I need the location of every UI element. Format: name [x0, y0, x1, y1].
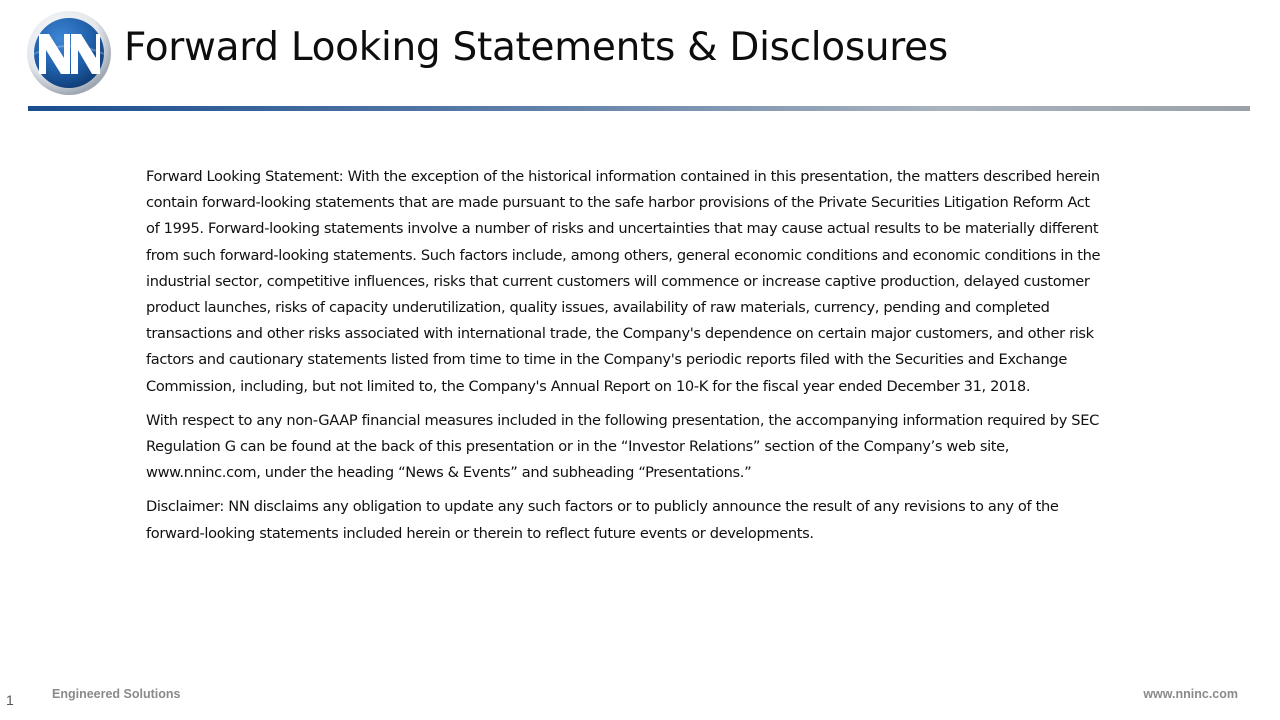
disclosure-body: [146, 164, 1106, 555]
page-number: 1: [6, 692, 14, 708]
footer-website: www.nninc.com: [1143, 687, 1238, 701]
footer-tagline: Engineered Solutions: [52, 687, 181, 701]
non-gaap-paragraph: With respect to any non-GAAP financial measures included in the following presentation, the accompanying information required by SEC Regulation G can be found at the back of this presentation or in the “Investor Relations” section of the Company’s web site, www.nninc.com, under the heading “News & Events” and subheading “Presentations.”: [146, 411, 1099, 482]
title-divider: [28, 106, 1250, 111]
slide-title: Forward Looking Statements & Disclosures: [124, 25, 948, 70]
disclaimer-paragraph: Disclaimer: NN disclaims any obligation to update any such factors or to publicly announce the result of any revisions to any of the forward-looking statements included herein or therein to reflect future events or developments.: [146, 498, 1059, 542]
forward-looking-paragraph: Forward Looking Statement: With the exception of the historical information contained in this presentation, the matters described herein contain forward-looking statements that are made pursuant to the safe harbor provisions of the Private Securities Litigation Reform Act of 1995. Forward-looking statements involve a number of risks and uncertainties that may cause actual results to be materially different from such forward-looking statements. Such factors include, among others, general economic conditions and economic conditions in the industrial sector, competitive influences, risks that current customers will commence or increase captive production, delayed customer product launches, risks of capacity underutilization, quality issues, availability of raw materials, currency, pending and completed transactions and other risks associated with international trade, the Company's dependence on certain major customers, and other risk factors and cautionary statements listed from time to time in the Company's periodic reports filed with the Securities and Exchange Commission, including, but not limited to, the Company's Annual Report on 10-K for the fiscal year ended December 31, 2018.: [146, 168, 1101, 395]
nn-logo-icon: [26, 10, 112, 96]
